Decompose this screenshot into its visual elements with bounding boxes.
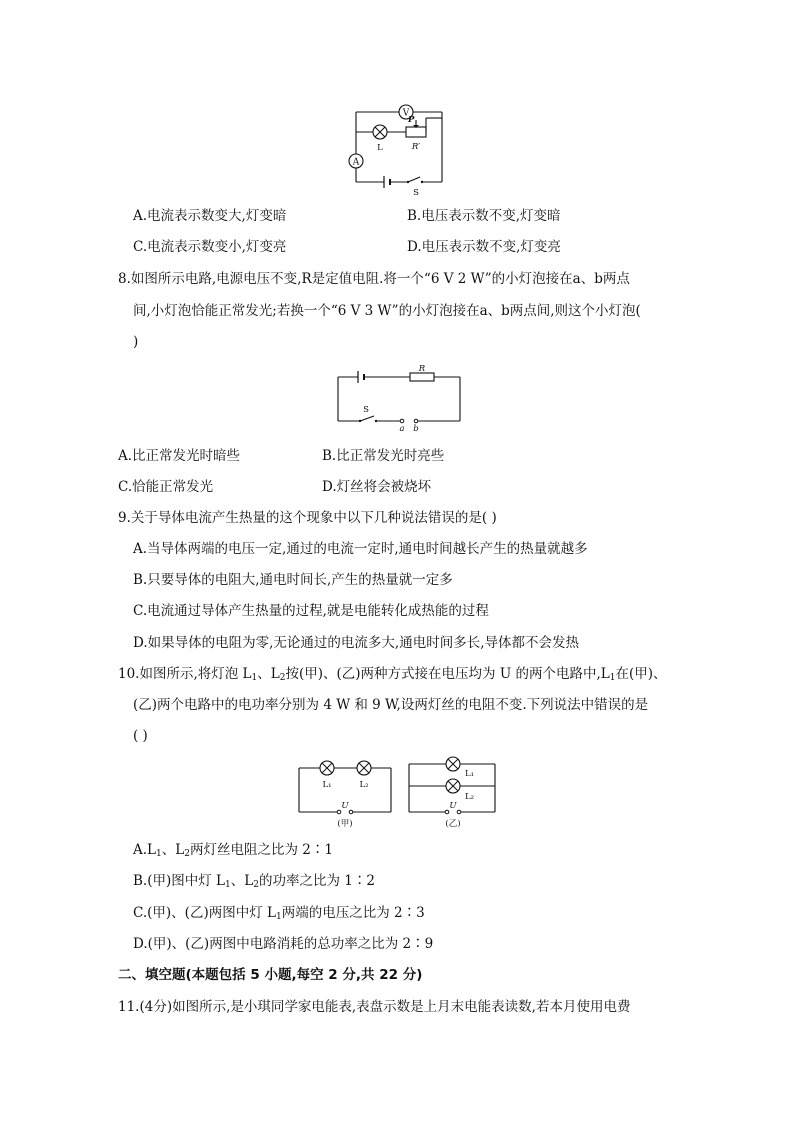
point-b-label: b [413,424,419,434]
switch-label: S [413,188,419,198]
q10-option-d: D.(甲)、(乙)两图中电路消耗的总功率之比为 2∶9 [133,936,434,952]
lamp-1-symbol [446,757,460,771]
lamp-1-symbol [320,761,334,775]
q8-stem-line2: 间,小灯泡恰能正常发光;若换一个“6 V 3 W”的小灯泡接在a、b两点间,则这个小灯泡( [133,303,641,319]
q10-stem-line1: 10.如图所示,将灯泡 $L_1$、$L_2$按(甲)、(乙)两种方式接在电压均为 U 的两个电路中$,L_1$在(甲)、 [118,666,667,683]
q8-option-d: D.灯丝将会被烧坏 [322,479,432,495]
q10-option-a: $A.L_1$、$L_2$两灯丝电阻之比为 2∶1 [133,842,333,859]
figure-caption-jia: (甲) [337,819,353,829]
q10-option-c: C.(甲)、(乙)两图中灯 $L_1$两端的电压之比为 2∶3 [133,905,425,922]
q7-circuit-diagram [340,100,460,198]
lamp-symbol [373,125,387,139]
lamp-2-label: L₂ [359,780,369,790]
q9-option-b: B.只要导体的电阻大,通电时间长,产生的热量就一定多 [133,572,453,588]
voltage-label: U [341,801,349,811]
q9-option-a: A.当导体两端的电压一定,通过的电流一定时,通电时间越长产生的热量就越多 [133,541,588,557]
q8-option-b: B.比正常发光时亮些 [322,448,445,464]
q9-stem: 9.关于导体电流产生热量的这个现象中以下几种说法错误的是( ) [118,510,497,526]
q8-stem-line3: ) [133,334,139,350]
section-heading: 二、填空题(本题包括 5 小题,每空 2 分,共 22 分) [118,967,423,983]
lamp-1-label: L₁ [322,780,332,790]
ammeter-label: A [352,157,360,168]
q10-circuit-jia [295,758,395,834]
lamp-label: L [377,143,383,153]
q7-option-a: A.电流表示数变大,灯变暗 [133,208,287,224]
q10-circuit-yi [405,758,499,834]
q9-option-d: D.如果导体的电阻为零,无论通过的电流多大,通电时间多长,导体都不会发热 [133,635,580,651]
lamp-2-symbol [357,761,371,775]
point-a-label: a [399,424,405,434]
lamp-1-label: L₁ [465,769,475,779]
voltage-label: U [449,801,457,811]
q10-stem-line3: ( ) [133,728,148,744]
lamp-2-symbol [446,779,460,793]
q11-stem-line1: 11.(4分)如图所示,是小琪同学家电能表,表盘示数是上月末电能表读数,若本月使用电费 [118,999,631,1015]
lamp-2-label: L₂ [465,792,475,802]
q8-circuit-diagram [330,365,470,435]
fixed-resistor [410,373,434,381]
voltmeter-label: V [402,108,410,119]
q8-option-c: C.恰能正常发光 [118,479,214,495]
switch-label: S [363,405,369,415]
q7-option-c: C.电流表示数变小,灯变亮 [133,239,287,255]
q7-option-d: D.电压表示数不变,灯变亮 [407,239,561,255]
q7-option-b: B.电压表示数不变,灯变暗 [407,208,561,224]
rheostat-label: R′ [411,142,421,152]
q8-option-a: A.比正常发光时暗些 [118,448,241,464]
q8-stem-line1: 8.如图所示电路,电源电压不变,R是定值电阻.将一个“6 V 2 W”的小灯泡接在a、b两点 [118,271,630,287]
q10-option-b: B.(甲)图中灯 $L_1$、$L_2$的功率之比为 1∶2 [133,873,375,890]
q9-option-c: C.电流通过导体产生热量的过程,就是电能转化成热能的过程 [133,603,489,619]
slider-label: P [408,115,415,125]
resistor-label: R [418,364,426,374]
figure-caption-yi: (乙) [445,819,461,829]
q10-stem-line2: (乙)两个电路中的电功率分别为 4 W 和 9 W,设两灯丝的电阻不变.下列说法中错误的是 [133,697,649,713]
